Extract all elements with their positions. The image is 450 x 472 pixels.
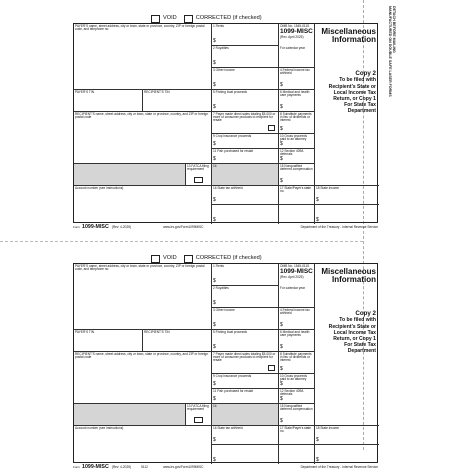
copy-line: Recipient's State or (328, 83, 376, 90)
recipient-name-field[interactable] (74, 352, 212, 404)
side-text (382, 6, 396, 206)
form-copy-top (73, 14, 378, 232)
copy-line: For State Tax (344, 341, 376, 348)
box-18-state-income-a[interactable] (315, 426, 379, 445)
box-13-fatca[interactable] (186, 164, 212, 186)
box-4-dollar: $ (280, 82, 283, 89)
rev-label: (Rev. April 2025) (280, 274, 304, 279)
form-title (316, 28, 376, 45)
form-grid (73, 263, 378, 463)
recipient-tin-field[interactable] (143, 90, 212, 112)
void-checkbox[interactable] (151, 15, 160, 23)
copy-instructions (316, 310, 376, 354)
box-9-label: 9 Crop insurance proceeds (213, 374, 252, 378)
box-15-nonqualified[interactable] (279, 404, 315, 426)
box-16-state-tax-b[interactable] (212, 445, 279, 464)
box-18-dollar-b: $ (316, 217, 319, 224)
box-4-label: 4 Federal income tax withheld (280, 68, 310, 75)
box-4-federal-tax[interactable] (279, 68, 315, 90)
box-17-label: 17 State/Payer's state no. (280, 186, 312, 193)
shaded-area (74, 404, 186, 426)
form-title (316, 268, 376, 285)
box-16-label: 16 State tax withheld (213, 186, 243, 190)
form-title-line1: Miscellaneous (321, 267, 376, 276)
box-15-label: 15 Nonqualified deferred compensation (280, 164, 313, 171)
box-18-state-income-b[interactable] (315, 445, 379, 464)
box-5-fishing[interactable] (212, 330, 279, 352)
fatca-checkbox[interactable] (194, 417, 203, 423)
account-number-field[interactable] (74, 186, 212, 224)
box-14 (212, 164, 279, 186)
footer-form-name: 1099-MISC (82, 464, 109, 471)
copy-line: For State Tax (344, 101, 376, 108)
box-14-label: 14 (213, 404, 217, 408)
footer-rev: (Rev. 4-2025) (111, 225, 132, 230)
box-8-label: 8 Substitute payments in lieu of dividends or interest (280, 112, 312, 123)
corrected-checkbox[interactable] (184, 15, 193, 23)
payer-name-field[interactable] (74, 24, 212, 90)
box-16-dollar-b: $ (213, 217, 216, 224)
box-1-rents[interactable] (212, 24, 279, 46)
recipient-tin-field[interactable] (143, 330, 212, 352)
box-11-dollar: $ (213, 156, 216, 163)
box-8-substitute[interactable] (279, 352, 315, 374)
box-10-label: 10 Gross proceeds paid to an attorney (280, 134, 307, 141)
box-5-label: 5 Fishing boat proceeds (213, 330, 248, 334)
box-3-other-income[interactable] (212, 308, 279, 330)
box-3-other-income[interactable] (212, 68, 279, 90)
corrected-label: CORRECTED (if checked) (195, 14, 262, 21)
copy-line: Local Income Tax (333, 89, 376, 96)
void-label: VOID (163, 14, 177, 21)
footer-code: 5112 (141, 465, 148, 470)
recipient-name-field[interactable] (74, 112, 212, 164)
box-11-label: 11 Fish purchased for resale (213, 389, 254, 393)
box-18-label: 18 State income (316, 186, 340, 190)
box-8-dollar: $ (280, 366, 283, 373)
footer-form-name: 1099-MISC (82, 224, 109, 231)
void-label: VOID (163, 254, 177, 261)
account-label: Account number (see instructions) (75, 186, 124, 190)
void-corrected-row (151, 14, 262, 23)
box-14-label: 14 (213, 164, 217, 168)
calendar-year-field[interactable] (279, 46, 315, 68)
box-6-dollar: $ (280, 104, 283, 111)
box-17-state-no-b[interactable] (279, 445, 315, 464)
omb-block (279, 264, 315, 286)
omb-block (279, 24, 315, 46)
omb-number: OMB No. 1545-0115 (280, 24, 309, 28)
void-corrected-row (151, 254, 262, 263)
box-9-crop[interactable] (212, 134, 279, 149)
box-6-medical[interactable] (279, 330, 315, 352)
box-18-dollar-a: $ (316, 197, 319, 204)
box-11-dollar: $ (213, 396, 216, 403)
calendar-year-field[interactable] (279, 286, 315, 308)
box-8-label: 8 Substitute payments in lieu of dividends or interest (280, 352, 312, 363)
box-9-label: 9 Crop insurance proceeds (213, 134, 252, 138)
copy-instructions (316, 70, 376, 114)
form-footer: Form 1099-MISC (Rev. 4-2025) 5112 www.irs.gov/Form1099MISC Department of the Treasury - Internal Revenue Service (73, 464, 378, 471)
corrected-label: CORRECTED (if checked) (195, 254, 262, 261)
footer-dept: Department of the Treasury - Internal Revenue Service (300, 465, 378, 470)
box-16-state-tax-a[interactable] (212, 426, 279, 445)
box-12-409a[interactable] (279, 149, 315, 164)
fatca-checkbox[interactable] (194, 177, 203, 183)
form-title-line2: Information (332, 275, 376, 285)
box-6-label: 6 Medical and health care payments (280, 330, 310, 337)
fatca-label: 13 FATCA filing requirement (187, 164, 209, 171)
box-17-state-no-b[interactable] (279, 205, 315, 224)
fatca-label: 13 FATCA filing requirement (187, 404, 209, 411)
box-7-direct-sales[interactable] (212, 112, 279, 134)
payer-name-label: PAYER'S name, street address, city or town, state or province, country, ZIP or foreign postal code, and telephone no. (75, 24, 205, 31)
box-1-dollar: $ (213, 38, 216, 45)
box-2-label: 2 Royalties (213, 286, 229, 290)
box-8-substitute[interactable] (279, 112, 315, 134)
side-text-line1: DETACH BEFORE MAILING (392, 6, 396, 53)
box-3-label: 3 Other income (213, 68, 235, 72)
box-1-label: 1 Rents (213, 24, 224, 28)
box-16-dollar-a: $ (213, 197, 216, 204)
box-4-dollar: $ (280, 322, 283, 329)
box-5-label: 5 Fishing boat proceeds (213, 90, 248, 94)
box-16-label: 16 State tax withheld (213, 426, 243, 430)
box-9-dollar: $ (213, 141, 216, 148)
footer-dept: Department of the Treasury - Internal Revenue Service (300, 225, 378, 230)
recipient-tin-label: RECIPIENT'S TIN (144, 330, 170, 334)
box-6-dollar: $ (280, 344, 283, 351)
box-5-dollar: $ (213, 344, 216, 351)
box-7-checkbox[interactable] (268, 365, 275, 371)
copy-line: Department (347, 107, 376, 114)
box-16-dollar-b: $ (213, 457, 216, 464)
box-15-nonqualified[interactable] (279, 164, 315, 186)
box-17-label: 17 State/Payer's state no. (280, 426, 312, 433)
box-2-royalties[interactable] (212, 286, 279, 308)
box-1-dollar: $ (213, 278, 216, 285)
box-2-dollar: $ (213, 60, 216, 67)
box-2-dollar: $ (213, 300, 216, 307)
box-3-label: 3 Other income (213, 308, 235, 312)
box-8-dollar: $ (280, 126, 283, 133)
void-checkbox[interactable] (151, 255, 160, 263)
box-17-state-no-a[interactable] (279, 426, 315, 445)
box-10-attorney[interactable] (279, 134, 315, 149)
box-16-state-tax-b[interactable] (212, 205, 279, 224)
calendar-year-label: For calendar year (280, 46, 305, 50)
box-7-label: 7 Payer made direct sales totaling $5,000 or more of consumer products to recipient for resale (213, 112, 276, 123)
form-grid (73, 23, 378, 223)
copy-line: To be filed with (339, 77, 376, 84)
form-divider (0, 241, 363, 242)
box-1-label: 1 Rents (213, 264, 224, 268)
copy-line: Local Income Tax (333, 329, 376, 336)
box-9-dollar: $ (213, 381, 216, 388)
box-12-409a[interactable] (279, 389, 315, 404)
copy-line: Return, or Copy 1 (333, 335, 376, 342)
box-3-dollar: $ (213, 322, 216, 329)
form-name: 1099-MISC (280, 267, 313, 275)
calendar-year-label: For calendar year (280, 286, 305, 290)
box-3-dollar: $ (213, 82, 216, 89)
form-title-line2: Information (332, 35, 376, 45)
box-10-dollar: $ (280, 141, 283, 148)
box-17-state-no-a[interactable] (279, 186, 315, 205)
form-copy-bottom (73, 254, 378, 472)
box-12-dollar: $ (280, 396, 283, 403)
payer-name-label: PAYER'S name, street address, city or town, state or province, country, ZIP or foreign postal code, and telephone no. (75, 264, 205, 271)
recipient-name-label: RECIPIENT'S name, street address, city or town, state or province, country, and ZIP or foreign postal code (75, 112, 209, 119)
box-1-rents[interactable] (212, 264, 279, 286)
box-10-dollar: $ (280, 381, 283, 388)
copy-line: Return, or Copy 1 (333, 95, 376, 102)
box-11-label: 11 Fish purchased for resale (213, 149, 254, 153)
side-text-line2: MANUFACTURED ON DOUBLE SAFE LASER FORMS (387, 6, 392, 97)
box-15-dollar: $ (280, 178, 283, 185)
blank-right-cell (315, 404, 379, 426)
box-6-label: 6 Medical and health care payments (280, 90, 310, 97)
box-4-federal-tax[interactable] (279, 308, 315, 330)
payer-name-field[interactable] (74, 264, 212, 330)
payer-tin-label: PAYER'S TIN (75, 90, 95, 94)
box-18-state-income-b[interactable] (315, 205, 379, 224)
box-18-dollar-a: $ (316, 437, 319, 444)
box-13-fatca[interactable] (186, 404, 212, 426)
box-18-dollar-b: $ (316, 457, 319, 464)
box-15-label: 15 Nonqualified deferred compensation (280, 404, 313, 411)
copy-line: To be filed with (339, 317, 376, 324)
copy-line: Copy 2 (355, 70, 376, 77)
box-12-label: 12 Section 409A deferrals (280, 149, 304, 156)
form-title-line1: Miscellaneous (321, 27, 376, 36)
box-5-dollar: $ (213, 104, 216, 111)
footer-url: www.irs.gov/Form1099MISC (163, 465, 204, 470)
recipient-tin-label: RECIPIENT'S TIN (144, 90, 170, 94)
shaded-area (74, 164, 186, 186)
footer-rev: (Rev. 4-2025) (111, 465, 132, 470)
payer-tin-label: PAYER'S TIN (75, 330, 95, 334)
account-number-field[interactable] (74, 426, 212, 464)
box-7-label: 7 Payer made direct sales totaling $5,000 or more of consumer products to recipient for resale (213, 352, 276, 363)
box-2-royalties[interactable] (212, 46, 279, 68)
box-11-fish[interactable] (212, 389, 279, 404)
corrected-checkbox[interactable] (184, 255, 193, 263)
box-14 (212, 404, 279, 426)
box-12-dollar: $ (280, 156, 283, 163)
box-11-fish[interactable] (212, 149, 279, 164)
box-4-label: 4 Federal income tax withheld (280, 308, 310, 315)
box-7-direct-sales[interactable] (212, 352, 279, 374)
footer-url: www.irs.gov/Form1099MISC (163, 225, 204, 230)
copy-line: Copy 2 (355, 310, 376, 317)
box-16-dollar-a: $ (213, 437, 216, 444)
box-10-attorney[interactable] (279, 374, 315, 389)
box-5-fishing[interactable] (212, 90, 279, 112)
omb-number: OMB No. 1545-0115 (280, 264, 309, 268)
box-12-label: 12 Section 409A deferrals (280, 389, 304, 396)
box-9-crop[interactable] (212, 374, 279, 389)
payer-tin-field[interactable] (74, 330, 143, 352)
box-2-label: 2 Royalties (213, 46, 229, 50)
box-18-state-income-a[interactable] (315, 186, 379, 205)
box-16-state-tax-a[interactable] (212, 186, 279, 205)
copy-line: Department (347, 347, 376, 354)
recipient-name-label: RECIPIENT'S name, street address, city or town, state or province, country, and ZIP or foreign postal code (75, 352, 209, 359)
box-10-label: 10 Gross proceeds paid to an attorney (280, 374, 307, 381)
box-7-checkbox[interactable] (268, 125, 275, 131)
copy-line: Recipient's State or (328, 323, 376, 330)
form-name: 1099-MISC (280, 27, 313, 35)
blank-right-cell (315, 164, 379, 186)
payer-tin-field[interactable] (74, 90, 143, 112)
box-15-dollar: $ (280, 418, 283, 425)
account-label: Account number (see instructions) (75, 426, 124, 430)
box-18-label: 18 State income (316, 426, 340, 430)
form-footer: Form 1099-MISC (Rev. 4-2025) www.irs.gov/Form1099MISC Department of the Treasury - Internal Revenue Service (73, 224, 378, 231)
rev-label: (Rev. April 2025) (280, 34, 304, 39)
box-6-medical[interactable] (279, 90, 315, 112)
